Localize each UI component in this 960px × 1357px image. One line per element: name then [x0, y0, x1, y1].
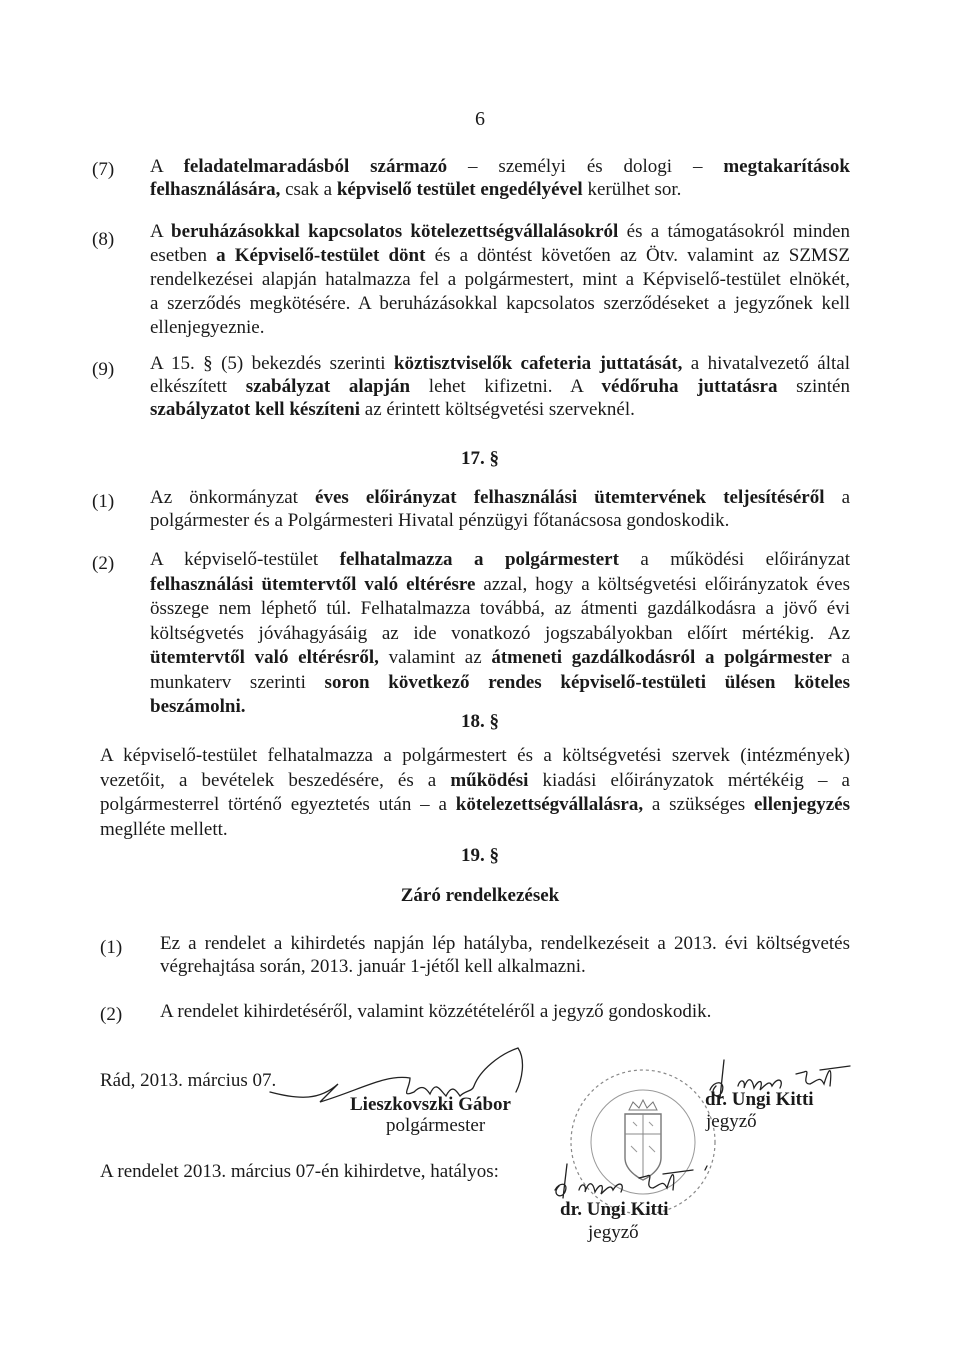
section-19-paragraph-2: A rendelet kihirdetéséről, valamint közzétételéről a jegyző gondoskodik.	[160, 1001, 712, 1022]
section-17-title: 17. §	[461, 448, 499, 469]
paragraph-7-line-2: felhasználására, csak a képviselő testület engedélyével kerülhet sor.	[150, 179, 682, 200]
promulgation-note: A rendelet 2013. március 07-én kihirdetve, hatályos:	[100, 1161, 499, 1182]
paragraph-number: (2)	[92, 553, 115, 574]
paragraph-7-line-1: A feladatelmaradásból származó – személyi és dologi – megtakarítások	[150, 156, 850, 177]
notary-name-2: dr. Ungi Kitti	[560, 1199, 669, 1220]
paragraph-number: (8)	[92, 229, 115, 250]
paragraph-7	[150, 155, 850, 201]
page-number: 6	[475, 108, 485, 130]
paragraph-number: (1)	[100, 937, 123, 958]
section-19-title: 19. §	[461, 845, 499, 866]
paragraph-number: (7)	[92, 159, 115, 180]
notary-title: jegyző	[706, 1111, 757, 1132]
paragraph-number: (9)	[92, 359, 115, 380]
notary-name: dr. Ungi Kitti	[705, 1089, 814, 1110]
mayor-title: polgármester	[386, 1115, 486, 1136]
section-18-title: 18. §	[461, 711, 499, 732]
paragraph-number: (1)	[92, 491, 115, 512]
notary-title-2: jegyző	[588, 1222, 639, 1243]
section-17-paragraph-1: Az önkormányzat éves előirányzat felhasználási ütemtervének teljesítéséről a polgármester és a Polgármesteri Hivatal pénzügyi főtanácsosa gondoskodik.	[150, 487, 851, 531]
paragraph-number: (2)	[100, 1004, 123, 1025]
paragraph-9: A 15. § (5) bekezdés szerinti köztisztviselők cafeteria juttatását, a hivatalvezető által elkészített szabályzat alapján lehet kifizetni. A védőruha juttatásra szintén szabályzatot kell készíteni az érintett költségvetési szerveknél.	[150, 353, 850, 420]
section-17-paragraph-2: A képviselő-testület felhatalmazza a polgármestert a működési előirányzat felhasználási ütemtervtől való eltérésre azzal, hogy a költségvetési előirányzatok éves összege nem léphető túl. Felhatalmazza továbbá, az átmenti gazdálkodásra a jövő évi költségvetés jóváhagyásáig az ide vonatkozó jogszabályokban előírt mértékig. Az ütemtervtől való eltérésről, valamint az átmeneti gazdálkodásról a polgármester a munkaterv szerinti soron következő rendes képviselő-testületi ülésen köteles beszámolni.	[150, 549, 850, 717]
section-18-paragraph: A képviselő-testület felhatalmazza a polgármestert és a költségvetési szervek (intézmények) vezetőit, a bevételek beszedésére, és a működési kiadási előirányzatok mértékéig – a polgármesterrel történő egyeztetés után – a kötelezettségvállalásra, a szükséges ellenjegyzés meglléte mellett.	[100, 745, 850, 840]
mayor-name: Lieszkovszki Gábor	[350, 1094, 511, 1115]
closing-provisions-heading: Záró rendelkezések	[400, 885, 560, 906]
section-19-paragraph-1: Ez a rendelet a kihirdetés napján lép hatályba, rendelkezéseit a 2013. évi költségvetés végrehajtása során, 2013. január 1-jétől kell alkalmazni.	[160, 933, 850, 977]
paragraph-8: A beruházásokkal kapcsolatos kötelezettségvállalásokról és a támogatásokról minden esetben a Képviselő-testület dönt és a döntést követően az Ötv. valamint az SZMSZ rendelkezései alapján hatalmazza fel a polgármestert, mint a Képviselő-testület elnökét, a szerződés megkötésére. A beruházásokkal kapcsolatos szerződéseket a jegyzőnek kell ellenjegyeznie.	[150, 221, 850, 338]
place-and-date: Rád, 2013. március 07.	[100, 1070, 277, 1091]
